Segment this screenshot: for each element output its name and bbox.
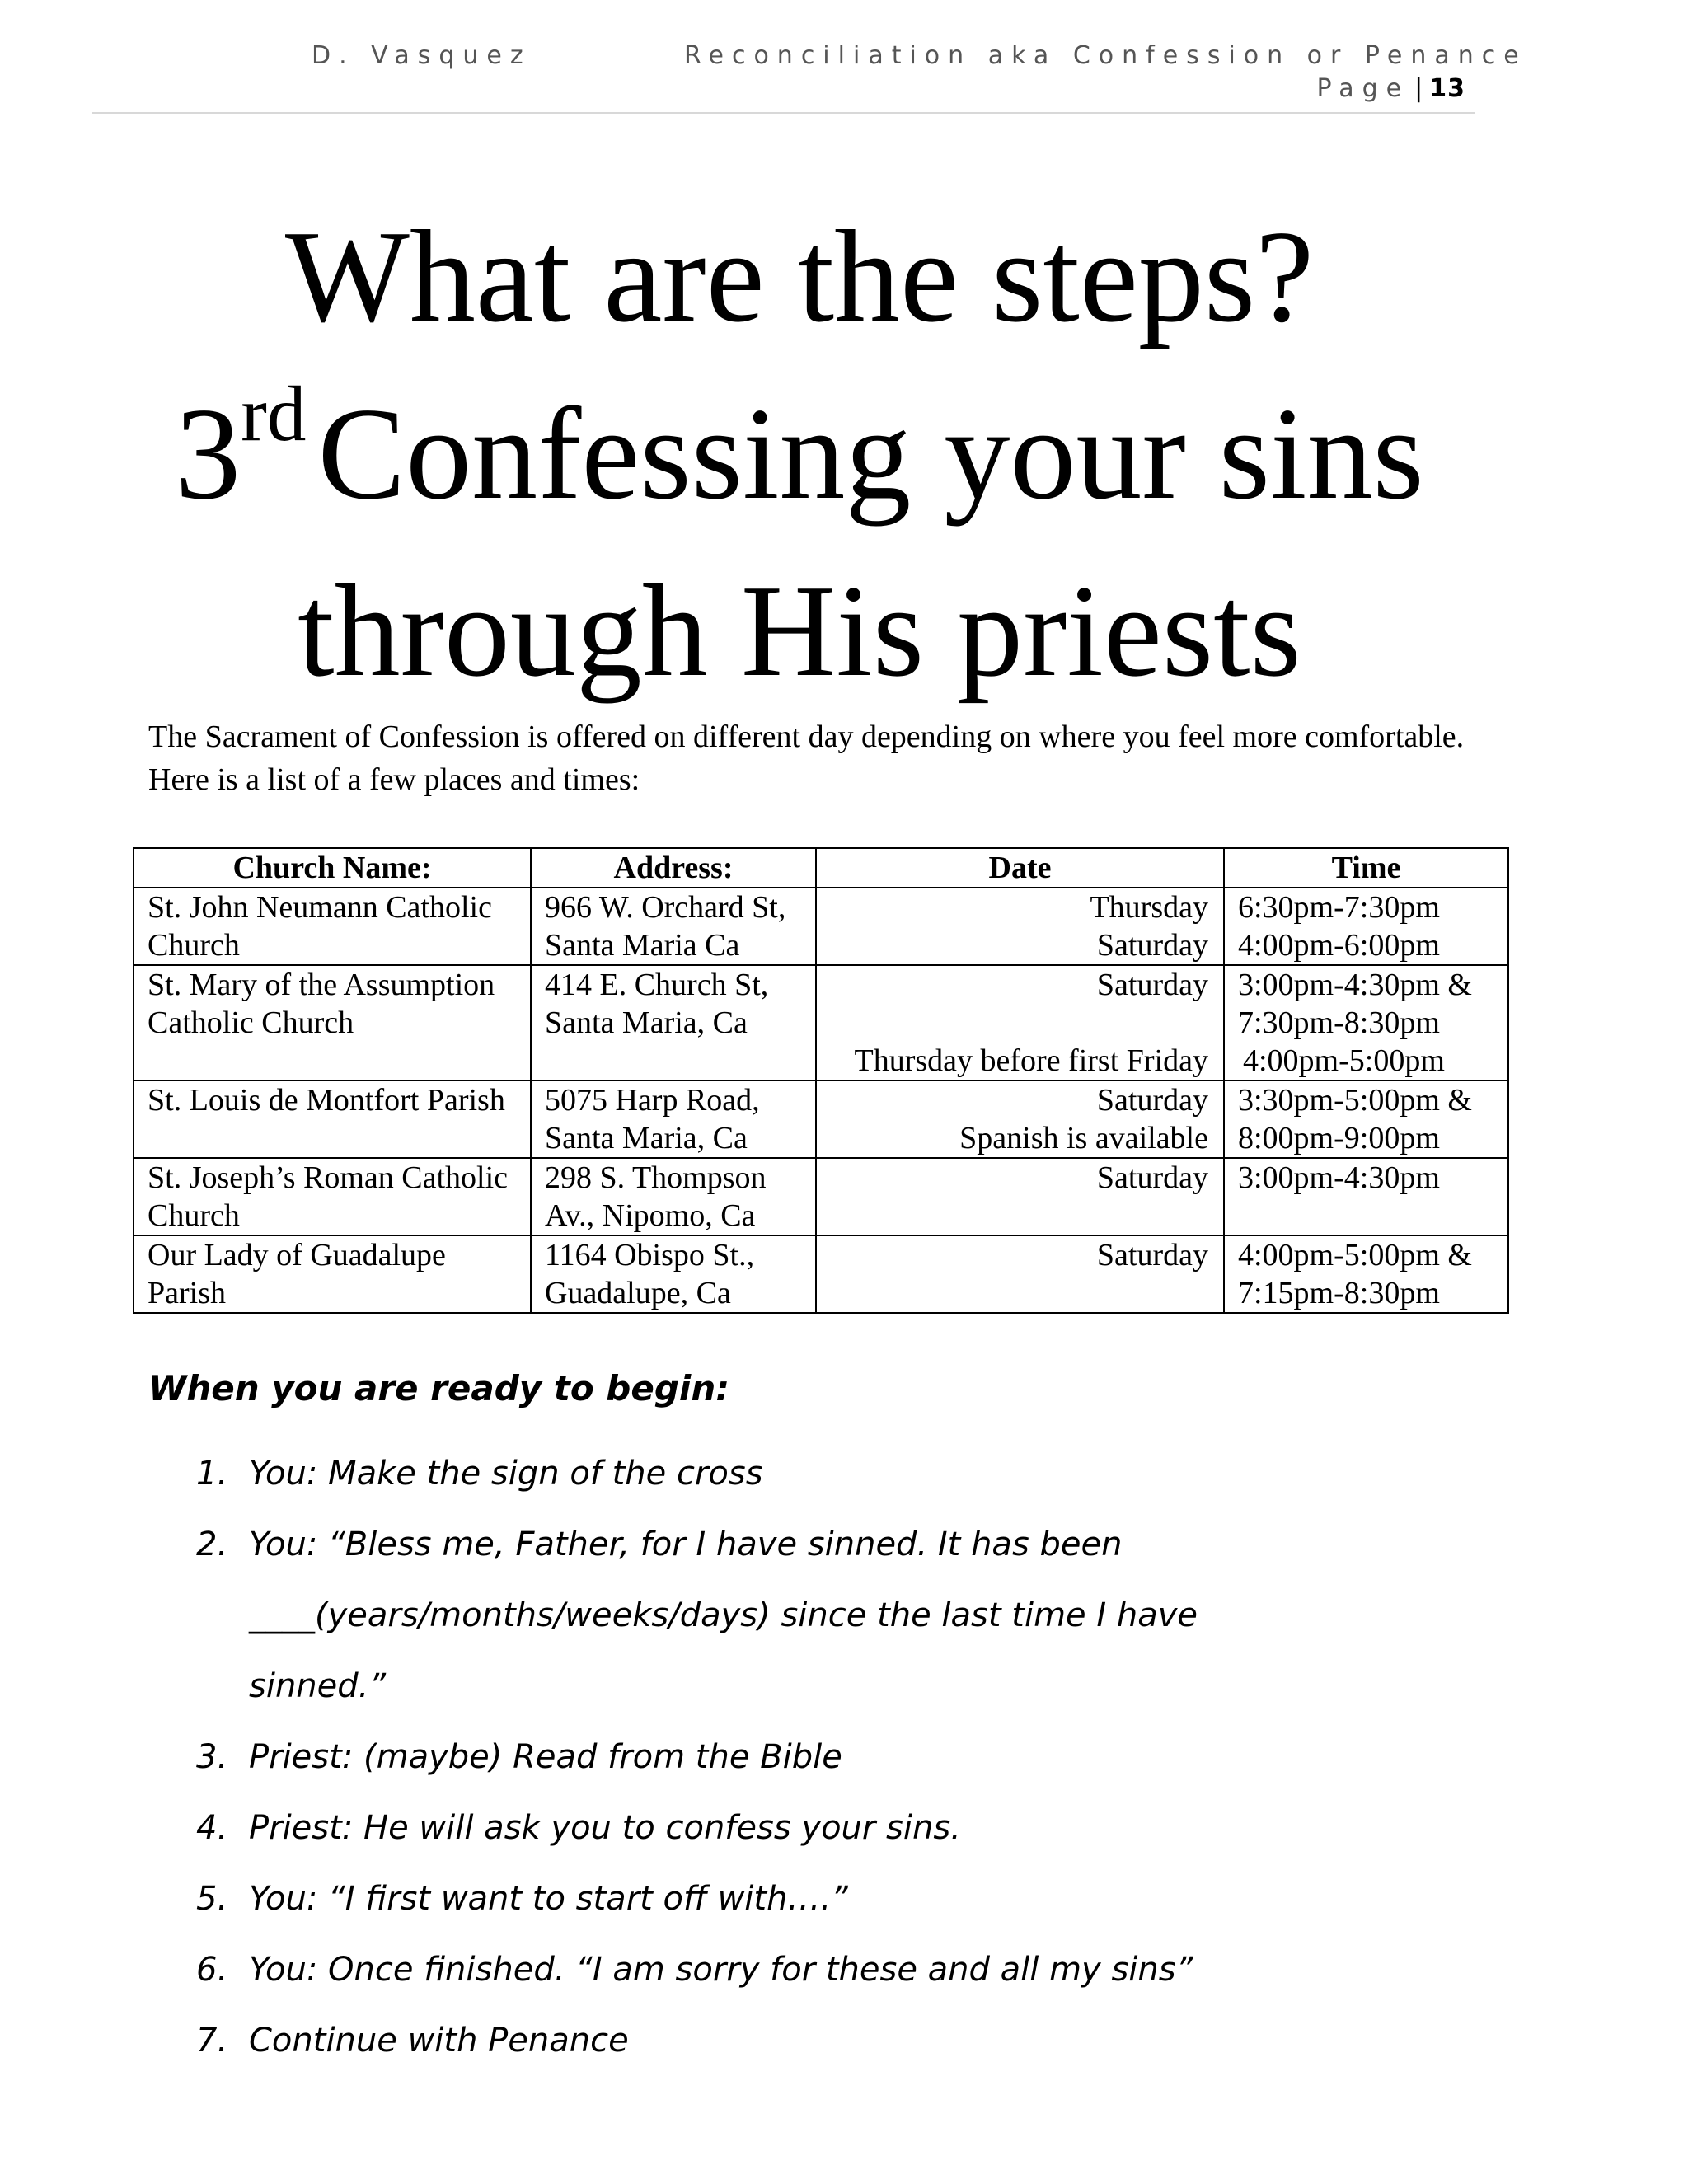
list-item (196, 1934, 1432, 2005)
header-church-name: Church Name: (134, 848, 531, 888)
step-line: sinned.” (249, 1667, 387, 1705)
step-text (249, 1722, 1432, 1793)
date-cell (816, 1080, 1224, 1158)
address-cell: 298 S. Thompson Av., Nipomo, Ca (531, 1158, 816, 1235)
date-cell (816, 965, 1224, 1080)
address-cell: 5075 Harp Road, Santa Maria, Ca (531, 1080, 816, 1158)
table-row (134, 888, 1508, 965)
step-text (249, 1509, 1432, 1722)
time-line: 6:30pm-7:30pm (1238, 890, 1440, 925)
address-cell: 966 W. Orchard St, Santa Maria Ca (531, 888, 816, 965)
date-line: Saturday (1096, 928, 1208, 963)
step-text (249, 1438, 1432, 1509)
title-step-number: 3 (175, 380, 241, 527)
date-line: Thursday (1090, 890, 1208, 925)
step-line: You: Make the sign of the cross (249, 1455, 763, 1493)
time-line: 3:30pm-5:00pm & (1238, 1083, 1472, 1118)
time-cell (1224, 1235, 1508, 1313)
step-text (249, 1863, 1432, 1934)
step-line: ____(years/months/weeks/days) since the last time I have (249, 1596, 1198, 1634)
date-line: Saturday (1096, 1238, 1208, 1272)
time-cell (1224, 1080, 1508, 1158)
step-line: Continue with Penance (249, 2022, 629, 2060)
step-line: Priest: (maybe) Read from the Bible (249, 1738, 842, 1776)
step-line: You: “Bless me, Father, for I have sinned. It has been (249, 1526, 1123, 1563)
step-number: 7. (196, 2022, 228, 2060)
header-date: Date (816, 848, 1224, 888)
step-number: 3. (196, 1738, 228, 1776)
list-item (196, 1509, 1432, 1722)
step-number: 6. (196, 1951, 228, 1989)
header-time: Time (1224, 848, 1508, 888)
header-divider (92, 112, 1475, 114)
table-row (134, 1080, 1508, 1158)
step-number: 1. (196, 1455, 228, 1493)
step-line: You: “I first want to start off with….” (249, 1880, 848, 1918)
steps-list (196, 1438, 1432, 2076)
date-cell (816, 1235, 1224, 1313)
time-cell (1224, 1158, 1508, 1235)
time-line: 4:00pm-6:00pm (1238, 928, 1440, 963)
address-cell: 414 E. Church St, Santa Maria, Ca (531, 965, 816, 1080)
step-line: You: Once finished. “I am sorry for these and all my sins” (249, 1951, 1193, 1989)
church-name-cell: St. Joseph’s Roman Catholic Church (134, 1158, 531, 1235)
time-line: 3:00pm-4:30pm & (1238, 968, 1472, 1002)
date-cell (816, 1158, 1224, 1235)
date-line: Saturday (1096, 968, 1208, 1002)
page-number: 13 (1429, 74, 1465, 103)
title-line-2 (99, 370, 1500, 527)
date-line: Spanish is available (959, 1121, 1208, 1155)
header-author: D. Vasquez (312, 41, 532, 70)
step-text (249, 1934, 1432, 2005)
title-step-text: Confessing your sins (317, 380, 1424, 527)
step-text (249, 2005, 1432, 2076)
list-item (196, 1722, 1432, 1793)
table-row (134, 1158, 1508, 1235)
table-header-row (134, 848, 1508, 888)
page-separator: | (1414, 74, 1423, 103)
title-line-1: What are the steps? (284, 203, 1315, 349)
time-cell (1224, 965, 1508, 1080)
step-text (249, 1793, 1432, 1863)
intro-paragraph: The Sacrament of Confession is offered on different day depending on where you feel more comfortable. Here is a list of a few places and times: (148, 719, 1465, 797)
list-item (196, 1438, 1432, 1509)
title-line-3: through His priests (298, 557, 1301, 704)
list-item (196, 2005, 1432, 2076)
step-number: 5. (196, 1880, 228, 1918)
time-line: 8:00pm-9:00pm (1238, 1121, 1440, 1155)
page-label: Page (1316, 74, 1410, 103)
time-line: 7:30pm-8:30pm (1238, 1005, 1440, 1040)
page-indicator (1317, 74, 1466, 103)
church-name-cell: St. Louis de Montfort Parish (134, 1080, 531, 1158)
church-name-cell: St. Mary of the Assumption Catholic Church (134, 965, 531, 1080)
church-name-cell: St. John Neumann Catholic Church (134, 888, 531, 965)
step-line: Priest: He will ask you to confess your sins. (249, 1809, 961, 1847)
address-cell: 1164 Obispo St., Guadalupe, Ca (531, 1235, 816, 1313)
header-document-title: Reconciliation aka Confession or Penance (684, 41, 1527, 70)
date-line: Thursday before first Friday (854, 1043, 1208, 1078)
date-line-blank (830, 1004, 1208, 1042)
time-line: 7:15pm-8:30pm (1238, 1276, 1440, 1310)
step-number: 2. (196, 1526, 228, 1563)
table-row (134, 1235, 1508, 1313)
time-line: 3:00pm-4:30pm (1238, 1160, 1440, 1195)
time-line: 4:00pm-5:00pm & (1238, 1238, 1472, 1272)
step-number: 4. (196, 1809, 228, 1847)
time-cell (1224, 888, 1508, 965)
date-cell (816, 888, 1224, 965)
church-name-cell: Our Lady of Guadalupe Parish (134, 1235, 531, 1313)
header-address: Address: (531, 848, 816, 888)
confession-schedule-table (133, 847, 1509, 1314)
title-ordinal-suffix: rd (241, 370, 307, 457)
date-line: Saturday (1096, 1160, 1208, 1195)
list-item (196, 1793, 1432, 1863)
table-row (134, 965, 1508, 1080)
list-item (196, 1863, 1432, 1934)
time-line: 4:00pm-5:00pm (1243, 1043, 1445, 1078)
section-heading: When you are ready to begin: (148, 1368, 730, 1408)
date-line: Saturday (1096, 1083, 1208, 1118)
